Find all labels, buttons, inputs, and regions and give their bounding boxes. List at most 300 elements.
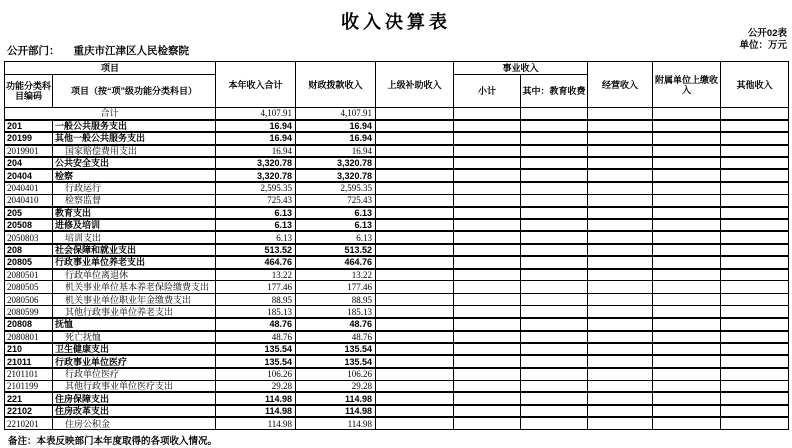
col-header-business-subtotal: 小计 [454, 75, 521, 108]
cell-code: 204 [5, 157, 53, 169]
table-row [5, 194, 789, 206]
cell-affiliated [653, 157, 721, 169]
cell-fiscal: 3,320.78 [296, 169, 376, 181]
table-row [5, 207, 789, 219]
cell-business-subtotal [454, 169, 521, 181]
table-row [5, 145, 789, 157]
cell-total: 6.13 [216, 231, 296, 243]
cell-code: 20404 [5, 169, 53, 181]
cell-code: 20508 [5, 219, 53, 231]
cell-business-subtotal [454, 244, 521, 256]
cell-business-subtotal [454, 108, 521, 120]
cell-education-fee [521, 207, 588, 219]
cell-superior-subsidy [376, 244, 454, 256]
cell-education-fee [521, 405, 588, 417]
cell-education-fee [521, 343, 588, 355]
cell-item-name: 社会保障和就业支出 [53, 244, 216, 256]
table-row [5, 169, 789, 181]
table-row [5, 219, 789, 231]
table-row [5, 306, 789, 318]
cell-affiliated [653, 256, 721, 268]
cell-affiliated [653, 417, 721, 429]
cell-affiliated [653, 331, 721, 343]
cell-total: 48.76 [216, 318, 296, 330]
cell-operating [588, 194, 653, 206]
cell-education-fee [521, 318, 588, 330]
col-header-total: 本年收入合计 [216, 62, 296, 108]
cell-total: 185.13 [216, 306, 296, 318]
cell-affiliated [653, 405, 721, 417]
cell-business-subtotal [454, 120, 521, 132]
cell-fiscal: 2,595.35 [296, 182, 376, 194]
cell-education-fee [521, 368, 588, 380]
cell-affiliated [653, 231, 721, 243]
cell-fiscal: 3,320.78 [296, 157, 376, 169]
cell-business-subtotal [454, 392, 521, 404]
cell-education-fee [521, 157, 588, 169]
cell-code: 20199 [5, 132, 53, 144]
cell-other [721, 207, 789, 219]
cell-total: 48.76 [216, 331, 296, 343]
col-header-affiliated: 附属单位上缴收入 [653, 62, 721, 108]
cell-fiscal: 135.54 [296, 355, 376, 367]
department-value: 重庆市江津区人民检察院 [73, 45, 189, 57]
cell-superior-subsidy [376, 120, 454, 132]
table-body [5, 108, 789, 430]
cell-code: 2080501 [5, 269, 53, 281]
table-row [5, 157, 789, 169]
table-row [5, 244, 789, 256]
cell-total: 2,595.35 [216, 182, 296, 194]
cell-operating [588, 256, 653, 268]
cell-operating [588, 417, 653, 429]
cell-superior-subsidy [376, 157, 454, 169]
cell-fiscal: 13.22 [296, 269, 376, 281]
cell-item-name: 行政事业单位医疗 [53, 355, 216, 367]
cell-fiscal: 6.13 [296, 219, 376, 231]
cell-item-name: 公共安全支出 [53, 157, 216, 169]
cell-operating [588, 355, 653, 367]
cell-business-subtotal [454, 269, 521, 281]
cell-business-subtotal [454, 306, 521, 318]
cell-operating [588, 392, 653, 404]
cell-business-subtotal [454, 293, 521, 305]
col-header-education-fee: 其中：教育收费 [521, 75, 588, 108]
cell-superior-subsidy [376, 405, 454, 417]
cell-business-subtotal [454, 219, 521, 231]
cell-affiliated [653, 120, 721, 132]
cell-education-fee [521, 108, 588, 120]
cell-education-fee [521, 355, 588, 367]
cell-total: 114.98 [216, 405, 296, 417]
cell-operating [588, 380, 653, 392]
cell-superior-subsidy [376, 256, 454, 268]
table-row [5, 120, 789, 132]
col-header-superior-subsidy: 上级补助收入 [376, 62, 454, 108]
cell-other [721, 132, 789, 144]
cell-superior-subsidy [376, 392, 454, 404]
cell-code: 2101199 [5, 380, 53, 392]
cell-operating [588, 157, 653, 169]
cell-other [721, 380, 789, 392]
cell-affiliated [653, 343, 721, 355]
col-header-code: 功能分类科目编码 [5, 75, 53, 108]
table-header [5, 62, 789, 108]
cell-total: 16.94 [216, 145, 296, 157]
cell-item-name: 一般公共服务支出 [53, 120, 216, 132]
cell-operating [588, 132, 653, 144]
cell-other [721, 355, 789, 367]
cell-item-name: 卫生健康支出 [53, 343, 216, 355]
cell-operating [588, 231, 653, 243]
cell-item-name: 死亡抚恤 [53, 331, 216, 343]
cell-operating [588, 293, 653, 305]
cell-item-name: 行政运行 [53, 182, 216, 194]
cell-operating [588, 368, 653, 380]
table-row [5, 231, 789, 243]
cell-other [721, 343, 789, 355]
cell-business-subtotal [454, 194, 521, 206]
cell-item-name: 进修及培训 [53, 219, 216, 231]
cell-business-subtotal [454, 182, 521, 194]
cell-superior-subsidy [376, 207, 454, 219]
col-header-fiscal: 财政拨款收入 [296, 62, 376, 108]
cell-total: 725.43 [216, 194, 296, 206]
cell-superior-subsidy [376, 269, 454, 281]
cell-fiscal: 177.46 [296, 281, 376, 293]
cell-education-fee [521, 417, 588, 429]
cell-code: 2019901 [5, 145, 53, 157]
cell-affiliated [653, 182, 721, 194]
cell-fiscal: 16.94 [296, 145, 376, 157]
cell-fiscal: 464.76 [296, 256, 376, 268]
cell-code: 2210201 [5, 417, 53, 429]
cell-other [721, 157, 789, 169]
cell-affiliated [653, 169, 721, 181]
cell-code: 2101101 [5, 368, 53, 380]
cell-education-fee [521, 169, 588, 181]
cell-fiscal: 185.13 [296, 306, 376, 318]
cell-item-name: 合计 [5, 108, 216, 120]
cell-education-fee [521, 256, 588, 268]
cell-total: 177.46 [216, 281, 296, 293]
cell-business-subtotal [454, 331, 521, 343]
cell-code: 221 [5, 392, 53, 404]
cell-total: 135.54 [216, 355, 296, 367]
table-row [5, 392, 789, 404]
cell-total: 29.28 [216, 380, 296, 392]
cell-business-subtotal [454, 380, 521, 392]
cell-other [721, 417, 789, 429]
cell-code: 2040410 [5, 194, 53, 206]
cell-operating [588, 244, 653, 256]
cell-other [721, 368, 789, 380]
table-row [5, 281, 789, 293]
cell-code: 20808 [5, 318, 53, 330]
cell-code: 201 [5, 120, 53, 132]
cell-total: 513.52 [216, 244, 296, 256]
cell-business-subtotal [454, 318, 521, 330]
cell-superior-subsidy [376, 194, 454, 206]
cell-operating [588, 343, 653, 355]
cell-fiscal: 88.95 [296, 293, 376, 305]
cell-item-name: 住房改革支出 [53, 405, 216, 417]
cell-superior-subsidy [376, 281, 454, 293]
cell-code: 20805 [5, 256, 53, 268]
cell-total: 4,107.91 [216, 108, 296, 120]
cell-operating [588, 219, 653, 231]
cell-other [721, 231, 789, 243]
cell-total: 6.13 [216, 207, 296, 219]
cell-total: 3,320.78 [216, 157, 296, 169]
cell-total: 106.26 [216, 368, 296, 380]
cell-affiliated [653, 318, 721, 330]
table-row [5, 293, 789, 305]
cell-business-subtotal [454, 231, 521, 243]
cell-business-subtotal [454, 281, 521, 293]
cell-code: 205 [5, 207, 53, 219]
cell-education-fee [521, 331, 588, 343]
cell-fiscal: 6.13 [296, 231, 376, 243]
cell-other [721, 169, 789, 181]
cell-item-name: 住房保障支出 [53, 392, 216, 404]
footnote: 备注：本表反映部门本年度取得的各项收入情况。 [8, 436, 218, 447]
cell-education-fee [521, 194, 588, 206]
cell-other [721, 331, 789, 343]
cell-affiliated [653, 380, 721, 392]
cell-total: 114.98 [216, 392, 296, 404]
cell-education-fee [521, 293, 588, 305]
cell-operating [588, 318, 653, 330]
cell-affiliated [653, 145, 721, 157]
cell-superior-subsidy [376, 417, 454, 429]
cell-superior-subsidy [376, 293, 454, 305]
revenue-table [4, 61, 789, 430]
cell-operating [588, 108, 653, 120]
cell-other [721, 318, 789, 330]
cell-business-subtotal [454, 132, 521, 144]
cell-fiscal: 16.94 [296, 120, 376, 132]
table-row [5, 108, 789, 120]
cell-operating [588, 120, 653, 132]
cell-operating [588, 207, 653, 219]
cell-operating [588, 269, 653, 281]
table-row [5, 256, 789, 268]
cell-item-name: 其他行政事业单位养老支出 [53, 306, 216, 318]
cell-fiscal: 114.98 [296, 417, 376, 429]
cell-superior-subsidy [376, 231, 454, 243]
cell-item-name: 行政事业单位养老支出 [53, 256, 216, 268]
cell-affiliated [653, 293, 721, 305]
department-line [7, 43, 189, 58]
cell-superior-subsidy [376, 219, 454, 231]
cell-education-fee [521, 244, 588, 256]
cell-business-subtotal [454, 355, 521, 367]
cell-operating [588, 405, 653, 417]
cell-item-name: 其他一般公共服务支出 [53, 132, 216, 144]
cell-total: 13.22 [216, 269, 296, 281]
cell-affiliated [653, 219, 721, 231]
cell-affiliated [653, 368, 721, 380]
department-label: 公开部门： [7, 45, 60, 57]
cell-other [721, 281, 789, 293]
table-row [5, 132, 789, 144]
table-row [5, 182, 789, 194]
cell-superior-subsidy [376, 318, 454, 330]
cell-other [721, 120, 789, 132]
cell-affiliated [653, 355, 721, 367]
table-row [5, 355, 789, 367]
cell-total: 16.94 [216, 132, 296, 144]
cell-superior-subsidy [376, 169, 454, 181]
form-number: 公开02表 [747, 28, 787, 39]
table-row [5, 380, 789, 392]
cell-fiscal: 4,107.91 [296, 108, 376, 120]
cell-superior-subsidy [376, 145, 454, 157]
cell-other [721, 269, 789, 281]
cell-affiliated [653, 108, 721, 120]
cell-affiliated [653, 281, 721, 293]
cell-other [721, 194, 789, 206]
cell-affiliated [653, 306, 721, 318]
cell-education-fee [521, 132, 588, 144]
cell-code: 22102 [5, 405, 53, 417]
cell-affiliated [653, 194, 721, 206]
cell-fiscal: 114.98 [296, 405, 376, 417]
cell-item-name: 教育支出 [53, 207, 216, 219]
cell-fiscal: 16.94 [296, 132, 376, 144]
cell-education-fee [521, 281, 588, 293]
cell-total: 16.94 [216, 120, 296, 132]
cell-fiscal: 29.28 [296, 380, 376, 392]
cell-item-name: 行政单位医疗 [53, 368, 216, 380]
cell-total: 114.98 [216, 417, 296, 429]
cell-education-fee [521, 231, 588, 243]
cell-fiscal: 513.52 [296, 244, 376, 256]
cell-code: 208 [5, 244, 53, 256]
cell-operating [588, 182, 653, 194]
cell-fiscal: 725.43 [296, 194, 376, 206]
cell-fiscal: 114.98 [296, 392, 376, 404]
cell-business-subtotal [454, 145, 521, 157]
cell-business-subtotal [454, 368, 521, 380]
cell-code: 2080505 [5, 281, 53, 293]
cell-operating [588, 331, 653, 343]
cell-operating [588, 169, 653, 181]
cell-other [721, 219, 789, 231]
cell-other [721, 182, 789, 194]
cell-superior-subsidy [376, 132, 454, 144]
cell-education-fee [521, 120, 588, 132]
cell-total: 88.95 [216, 293, 296, 305]
table-row [5, 368, 789, 380]
cell-education-fee [521, 306, 588, 318]
cell-fiscal: 106.26 [296, 368, 376, 380]
table-row [5, 331, 789, 343]
col-header-operating: 经营收入 [588, 62, 653, 108]
cell-fiscal: 48.76 [296, 331, 376, 343]
col-header-business-group: 事业收入 [454, 62, 588, 75]
cell-business-subtotal [454, 256, 521, 268]
cell-business-subtotal [454, 157, 521, 169]
cell-fiscal: 48.76 [296, 318, 376, 330]
col-header-item: 项目（按“项”级功能分类科目） [53, 75, 216, 108]
cell-code: 2050803 [5, 231, 53, 243]
cell-education-fee [521, 219, 588, 231]
cell-code: 210 [5, 343, 53, 355]
table-row [5, 405, 789, 417]
cell-other [721, 256, 789, 268]
cell-education-fee [521, 269, 588, 281]
cell-other [721, 306, 789, 318]
table-row [5, 343, 789, 355]
cell-superior-subsidy [376, 182, 454, 194]
cell-affiliated [653, 207, 721, 219]
cell-superior-subsidy [376, 306, 454, 318]
cell-item-name: 抚恤 [53, 318, 216, 330]
cell-superior-subsidy [376, 355, 454, 367]
cell-total: 135.54 [216, 343, 296, 355]
cell-item-name: 检察 [53, 169, 216, 181]
cell-other [721, 108, 789, 120]
cell-total: 3,320.78 [216, 169, 296, 181]
cell-business-subtotal [454, 417, 521, 429]
cell-other [721, 293, 789, 305]
cell-operating [588, 145, 653, 157]
cell-other [721, 405, 789, 417]
cell-code: 2080801 [5, 331, 53, 343]
cell-fiscal: 135.54 [296, 343, 376, 355]
cell-superior-subsidy [376, 380, 454, 392]
cell-code: 2040401 [5, 182, 53, 194]
cell-code: 2080599 [5, 306, 53, 318]
cell-fiscal: 6.13 [296, 207, 376, 219]
cell-total: 6.13 [216, 219, 296, 231]
cell-superior-subsidy [376, 343, 454, 355]
table-row [5, 318, 789, 330]
cell-business-subtotal [454, 207, 521, 219]
col-header-other: 其他收入 [721, 62, 789, 108]
cell-education-fee [521, 145, 588, 157]
cell-affiliated [653, 392, 721, 404]
cell-other [721, 392, 789, 404]
cell-affiliated [653, 244, 721, 256]
table-row [5, 269, 789, 281]
cell-item-name: 住房公积金 [53, 417, 216, 429]
cell-total: 464.76 [216, 256, 296, 268]
cell-code: 21011 [5, 355, 53, 367]
cell-operating [588, 306, 653, 318]
cell-education-fee [521, 392, 588, 404]
cell-business-subtotal [454, 343, 521, 355]
cell-education-fee [521, 380, 588, 392]
cell-item-name: 国家赔偿费用支出 [53, 145, 216, 157]
cell-education-fee [521, 182, 588, 194]
cell-superior-subsidy [376, 368, 454, 380]
cell-other [721, 145, 789, 157]
cell-item-name: 检察监督 [53, 194, 216, 206]
col-header-item-group: 项目 [5, 62, 216, 75]
cell-affiliated [653, 269, 721, 281]
cell-affiliated [653, 132, 721, 144]
cell-item-name: 行政单位离退休 [53, 269, 216, 281]
cell-item-name: 机关事业单位基本养老保险缴费支出 [53, 281, 216, 293]
cell-business-subtotal [454, 405, 521, 417]
table-meta [739, 28, 787, 52]
unit-label: 单位：万元 [739, 40, 787, 51]
page-title: 收入决算表 [341, 12, 451, 32]
cell-item-name: 其他行政事业单位医疗支出 [53, 380, 216, 392]
